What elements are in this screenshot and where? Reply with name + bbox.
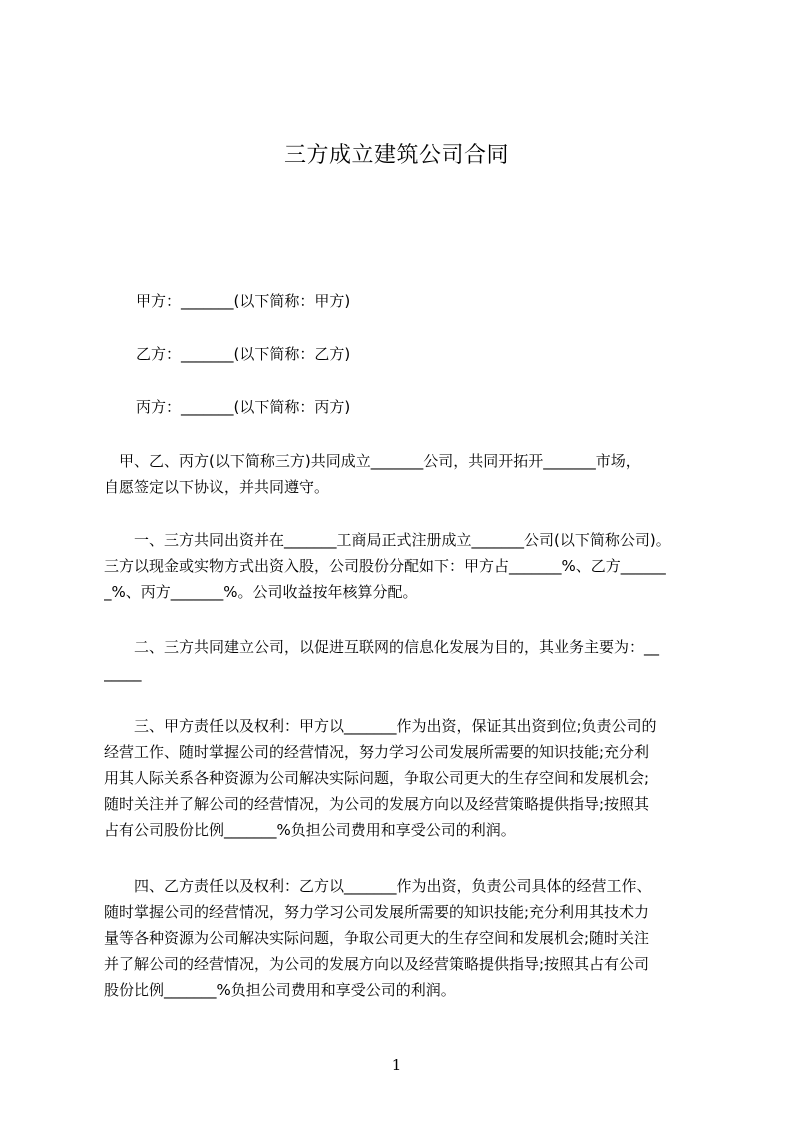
paragraph-line: 随时关注并了解公司的经营情况，为公司的发展方向以及经营策略提供指导;按照其 — [104, 795, 650, 813]
paragraph-line: 三方以现金或实物方式出资入股，公司股份分配如下：甲方占_______%、乙方______ — [104, 557, 666, 575]
paragraph-line: 占有公司股份比例_______%负担公司费用和享受公司的利润。 — [104, 821, 516, 839]
intro-paragraph — [104, 448, 700, 500]
clause-1-paragraph — [104, 527, 700, 605]
clause-3-paragraph — [104, 713, 700, 843]
paragraph-line: _____ — [104, 664, 142, 682]
paragraph-line: 自愿签定以下协议，并共同遵守。 — [104, 478, 330, 496]
clause-4-paragraph — [104, 873, 700, 1003]
paragraph-line: 三、甲方责任以及权利：甲方以_______作为出资，保证其出资到位;负责公司的 — [104, 717, 657, 735]
paragraph-line: 用其人际关系各种资源为公司解决实际问题，争取公司更大的生存空间和发展机会; — [104, 769, 650, 787]
paragraph-line: 股份比例_______%负担公司费用和享受公司的利润。 — [104, 981, 456, 999]
party-c-line: 丙方：_______(以下简称：丙方) — [136, 398, 351, 416]
paragraph-line: 经营工作、随时掌握公司的经营情况，努力学习公司发展所需要的知识技能;充分利 — [104, 743, 650, 761]
paragraph-line: 甲、乙、丙方(以下简称三方)共同成立_______公司，共同开拓开_______市场， — [104, 452, 641, 470]
party-b-line: 乙方：_______(以下简称：乙方) — [136, 345, 351, 363]
paragraph-line: 量等各种资源为公司解决实际问题，争取公司更大的生存空间和发展机会;随时关注 — [104, 929, 650, 947]
paragraph-line: 四、乙方责任以及权利：乙方以_______作为出资，负责公司具体的经营工作、 — [104, 877, 652, 895]
party-a-line: 甲方：_______(以下简称：甲方) — [136, 292, 351, 310]
paragraph-line: 随时掌握公司的经营情况，努力学习公司发展所需要的知识技能;充分利用其技术力 — [104, 903, 650, 921]
page-number: 1 — [391, 1056, 402, 1074]
paragraph-line: 二、三方共同建立公司，以促进互联网的信息化发展为目的，其业务主要为：__ — [104, 638, 660, 656]
paragraph-line: 一、三方共同出资并在_______工商局正式注册成立_______公司(以下简称公司)。 — [104, 531, 671, 549]
paragraph-line: _%、丙方_______%。公司收益按年核算分配。 — [104, 583, 418, 601]
clause-2-paragraph — [104, 634, 700, 686]
paragraph-line: 并了解公司的经营情况，为公司的发展方向以及经营策略提供指导;按照其占有公司 — [104, 955, 650, 973]
document-title: 三方成立建筑公司合同 — [283, 143, 509, 168]
